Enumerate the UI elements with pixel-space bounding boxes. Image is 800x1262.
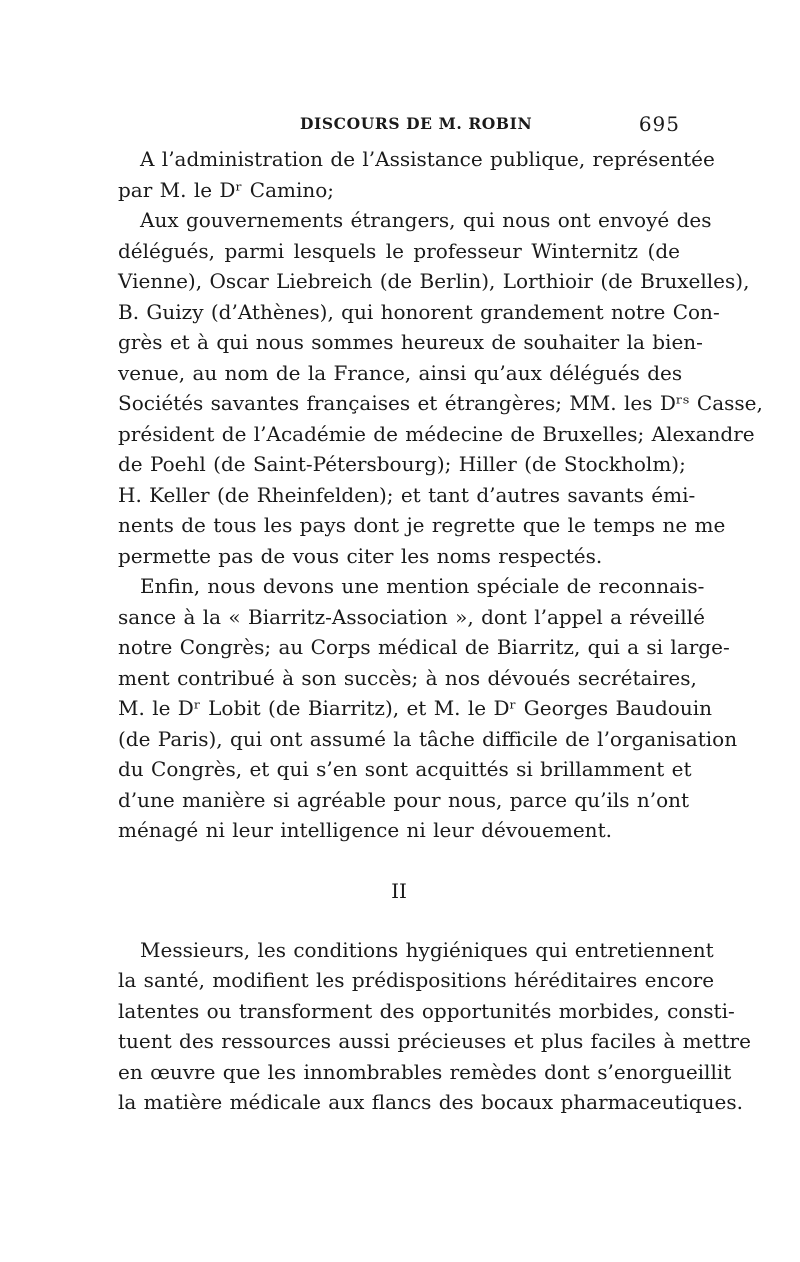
text-line: Vienne), Oscar Liebreich (de Berlin), Lorthioir (de Bruxelles), — [118, 269, 750, 293]
text-line: Aux gouvernements étrangers, qui nous ont envoyé des — [140, 208, 712, 232]
section-heading: II — [391, 878, 407, 903]
text-line: ménagé ni leur intelligence ni leur dévouement. — [118, 818, 612, 842]
text-line: délégués, parmi lesquels le professeur Winternitz (de — [118, 238, 680, 263]
text-line: latentes ou transforment des opportunités morbides, consti- — [118, 998, 735, 1023]
text-line: nents de tous les pays dont je regrette que le temps ne me — [118, 513, 726, 537]
text-line: sance à la « Biarritz-Association », dont l’appel a réveillé — [118, 604, 705, 629]
text-line: Enfin, nous devons une mention spéciale de reconnais- — [140, 574, 705, 598]
text-line: Messieurs, les conditions hygiéniques qui entretiennent — [140, 937, 714, 962]
text-line: d’une manière si agréable pour nous, parce qu’ils n’ont — [118, 787, 690, 812]
paragraph-conditions-hygieniques — [118, 935, 751, 1118]
text-line: M. le Dʳ Lobit (de Biarritz), et M. le Dʳ Georges Baudouin — [118, 696, 712, 720]
running-title: DISCOURS DE M. ROBIN — [300, 114, 533, 133]
paragraph-gouvernements-etrangers — [118, 205, 763, 571]
text-line: la santé, modifient les prédispositions héréditaires encore — [118, 968, 715, 992]
text-line: grès et à qui nous sommes heureux de souhaiter la bien- — [118, 330, 703, 354]
text-line: H. Keller (de Rheinfelden); et tant d’autres savants émi- — [118, 482, 696, 507]
text-line: permette pas de vous citer les noms respectés. — [118, 543, 603, 568]
text-line: ment contribué à son succès; à nos dévoués secrétaires, — [118, 665, 697, 690]
text-line: président de l’Académie de médecine de Bruxelles; Alexandre — [118, 421, 755, 446]
text-line: en œuvre que les innombrables remèdes dont s’enorgueillit — [118, 1059, 732, 1084]
text-line: venue, au nom de la France, ainsi qu’aux délégués des — [118, 360, 683, 385]
text-line: A l’administration de l’Assistance publique, représentée — [140, 147, 715, 171]
text-line: de Poehl (de Saint-Pétersbourg); Hiller (de Stockholm); — [118, 452, 686, 476]
text-line: B. Guizy (d’Athènes), qui honorent grandement notre Con- — [118, 299, 720, 324]
text-line: par M. le Dʳ Camino; — [118, 177, 335, 202]
text-line: la matière médicale aux flancs des bocaux pharmaceutiques. — [118, 1090, 744, 1114]
page-number: 695 — [638, 112, 680, 136]
running-head — [118, 112, 680, 144]
text-line: Sociétés savantes françaises et étrangères; MM. les Dʳˢ Casse, — [118, 391, 763, 415]
book-page — [118, 112, 763, 1118]
paragraph-mention-speciale — [118, 571, 738, 846]
text-line: du Congrès, et qui s’en sont acquittés si brillamment et — [118, 757, 692, 781]
text-line: (de Paris), qui ont assumé la tâche difficile de l’organisation — [118, 726, 738, 751]
text-line: tuent des ressources aussi précieuses et plus faciles à mettre — [118, 1029, 751, 1053]
text-line: notre Congrès; au Corps médical de Biarritz, qui a si large- — [118, 635, 730, 659]
paragraph-assistance-publique — [118, 144, 715, 205]
